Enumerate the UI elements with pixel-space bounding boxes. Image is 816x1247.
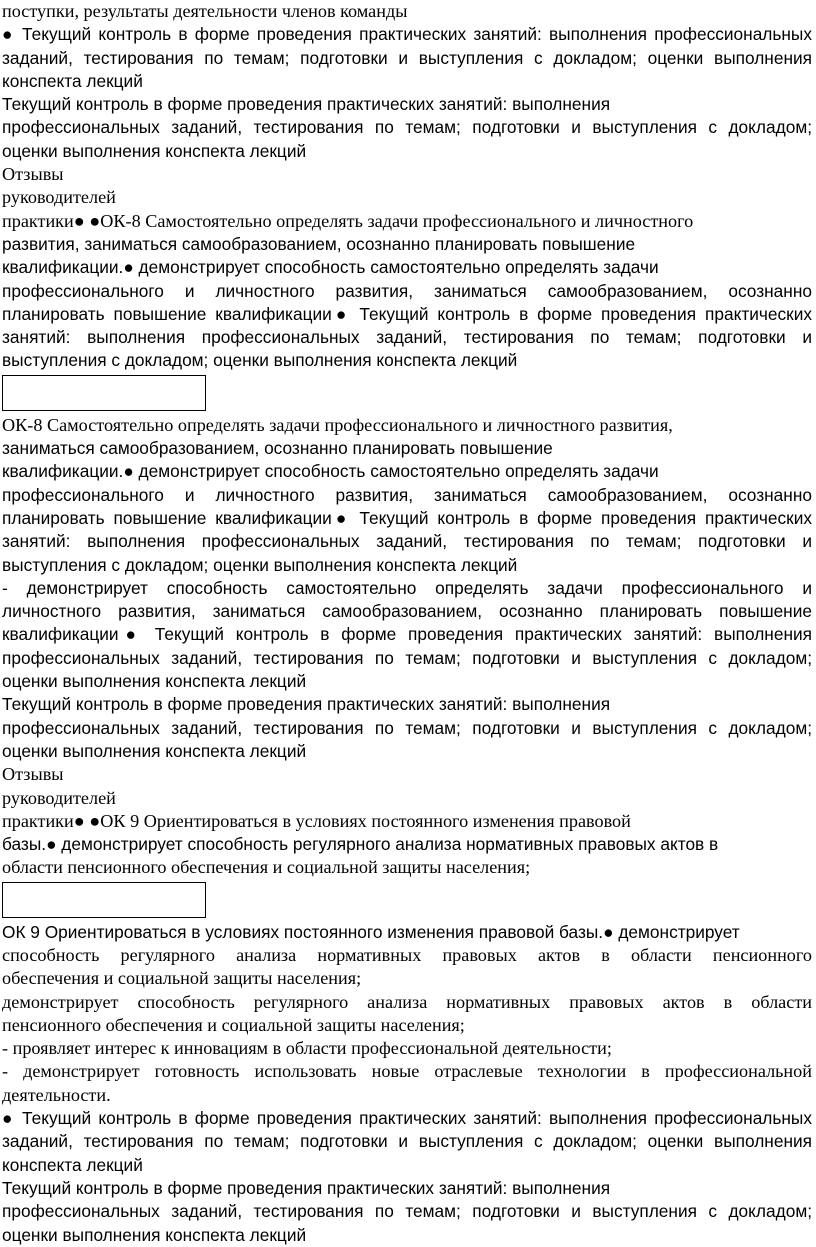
text-line: Отзывы bbox=[2, 764, 64, 785]
text-line: ● Текущий контроль в форме проведения практических занятий: выполнения профессиональных bbox=[2, 24, 812, 45]
text-line: практики● ●ОК-8 Самостоятельно определять задачи профессионального и личностного bbox=[2, 210, 694, 231]
text-line: ОК-8 Самостоятельно определять задачи профессионального и личностного развития, bbox=[2, 414, 673, 435]
text-line: поступки, результаты деятельности членов команды bbox=[2, 1, 408, 21]
text-line: - демонстрирует готовность использовать новые отраслевые технологии в профессиональной bbox=[2, 1061, 812, 1082]
text-line: Текущий контроль в форме проведения практических занятий: выполнения bbox=[2, 694, 611, 715]
text-line: личностного развития, заниматься самообразованием, осознанно планировать повышение bbox=[2, 601, 812, 622]
text-line: Отзывы bbox=[2, 164, 64, 185]
text-line: квалификации.● демонстрирует способность самостоятельно определять задачи bbox=[2, 257, 659, 278]
text-line: деятельности. bbox=[2, 1084, 111, 1105]
text-line: планировать повышение квалификации● Текущий контроль в форме проведения практических bbox=[2, 507, 812, 528]
text-line: - демонстрирует способность самостоятельно определять задачи профессионального и bbox=[2, 577, 812, 598]
text-line: профессиональных заданий, тестирования по темам; подготовки и выступления с докладом; bbox=[2, 717, 812, 738]
text-line: Текущий контроль в форме проведения практических занятий: выполнения bbox=[2, 94, 611, 115]
text-line: заданий, тестирования по темам; подготовки и выступления с докладом; оценки выполнения bbox=[2, 47, 812, 68]
text-line: конспекта лекций bbox=[2, 70, 143, 91]
text-line: ● Текущий контроль в форме проведения практических занятий: выполнения профессиональных bbox=[2, 1108, 812, 1129]
text-line: планировать повышение квалификации● Текущий контроль в форме проведения практических bbox=[2, 303, 812, 324]
text-line: оценки выполнения конспекта лекций bbox=[2, 671, 307, 692]
text-line: способность регулярного анализа нормативных правовых актов в области пенсионного bbox=[2, 944, 812, 965]
text-line: квалификации● Текущий контроль в форме проведения практических занятий: выполнения bbox=[2, 624, 812, 645]
text-line: заниматься самообразованием, осознанно планировать повышение bbox=[2, 438, 553, 459]
text-line: выступления с докладом; оценки выполнения конспекта лекций bbox=[2, 350, 518, 371]
text-line: заданий, тестирования по темам; подготовки и выступления с докладом; оценки выполнения bbox=[2, 1131, 812, 1152]
text-line: профессиональных заданий, тестирования по темам; подготовки и выступления с докладом; bbox=[2, 117, 812, 138]
text-line: демонстрирует способность регулярного анализа нормативных правовых актов в области bbox=[2, 991, 812, 1012]
text-line: развития, заниматься самообразованием, осознанно планировать повышение bbox=[2, 233, 636, 254]
text-line: обеспечения и социальной защиты населения; bbox=[2, 968, 362, 989]
text-line: области пенсионного обеспечения и социальной защиты населения; bbox=[2, 857, 531, 878]
text-line: - проявляет интерес к инновациям в области профессиональной деятельности; bbox=[2, 1038, 612, 1059]
text-line: конспекта лекций bbox=[2, 1154, 143, 1175]
text-line: оценки выполнения конспекта лекций bbox=[2, 140, 307, 161]
text-line: базы.● демонстрирует способность регулярного анализа нормативных правовых актов в bbox=[2, 834, 719, 855]
text-line: квалификации.● демонстрирует способность самостоятельно определять задачи bbox=[2, 461, 659, 482]
text-line: профессиональных заданий, тестирования по темам; подготовки и выступления с докладом; bbox=[2, 1201, 812, 1222]
empty-cell-box bbox=[2, 375, 206, 411]
text-line: оценки выполнения конспекта лекций bbox=[2, 1224, 307, 1245]
text-line: руководителей bbox=[2, 787, 116, 808]
text-line: профессионального и личностного развития, заниматься самообразованием, осознанно bbox=[2, 280, 812, 301]
text-line: занятий: выполнения профессиональных заданий, тестирования по темам; подготовки и bbox=[2, 327, 812, 348]
text-line: Текущий контроль в форме проведения практических занятий: выполнения bbox=[2, 1177, 611, 1198]
text-line: руководителей bbox=[2, 187, 116, 208]
text-line: пенсионного обеспечения и социальной защиты населения; bbox=[2, 1014, 465, 1035]
text-line: занятий: выполнения профессиональных заданий, тестирования по темам; подготовки и bbox=[2, 531, 812, 552]
text-line: оценки выполнения конспекта лекций bbox=[2, 740, 307, 761]
text-line: профессиональных заданий, тестирования по темам; подготовки и выступления с докладом; bbox=[2, 647, 812, 668]
text-line: выступления с докладом; оценки выполнения конспекта лекций bbox=[2, 554, 518, 575]
text-line: практики● ●ОК 9 Ориентироваться в условиях постоянного изменения правовой bbox=[2, 810, 631, 831]
empty-cell-box bbox=[2, 882, 206, 918]
text-line: профессионального и личностного развития, заниматься самообразованием, осознанно bbox=[2, 484, 812, 505]
text-line: ОК 9 Ориентироваться в условиях постоянного изменения правовой базы.● демонстрирует bbox=[2, 921, 740, 942]
